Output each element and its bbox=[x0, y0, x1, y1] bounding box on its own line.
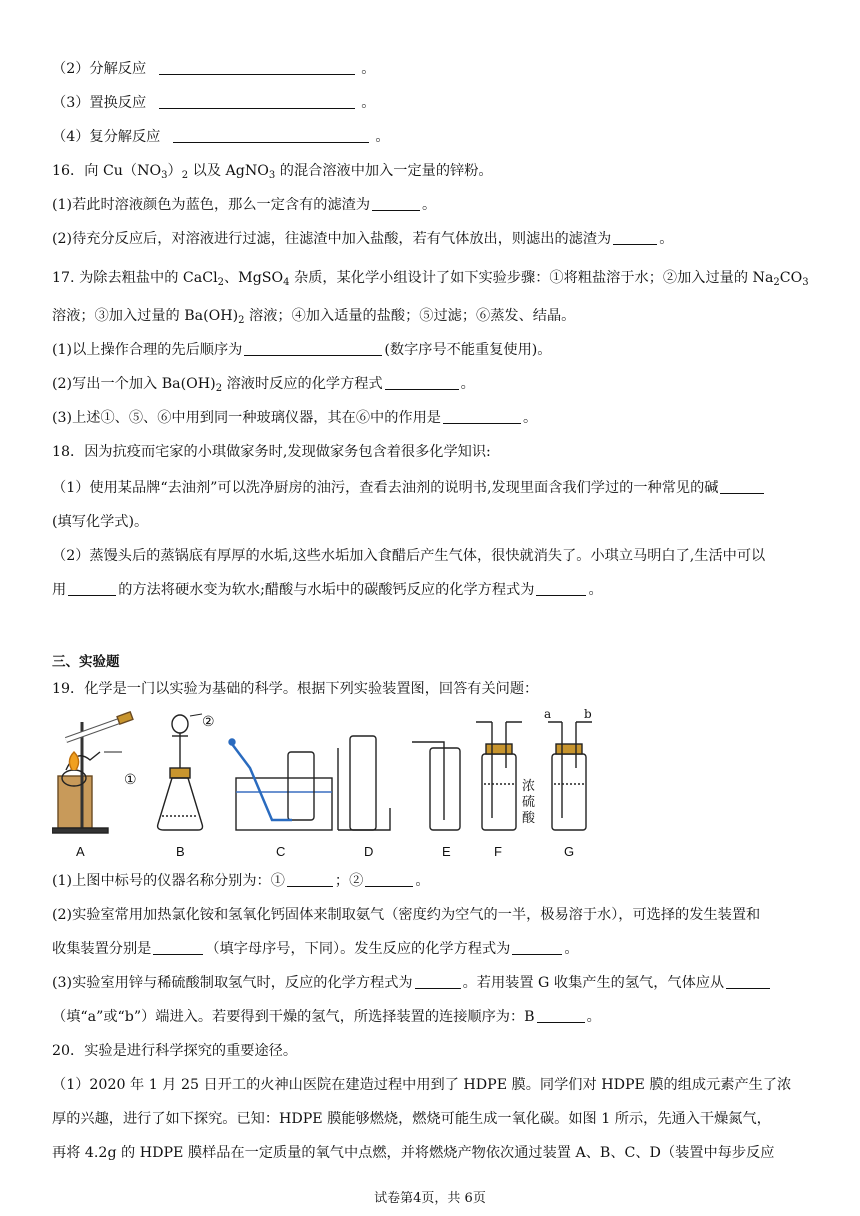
q19-part-2-text: (2)实验室常用加热氯化铵和氢氧化钙固体来制取氨气（密度约为空气的一半，极易溶于水），可选择的发生装置和 bbox=[52, 907, 761, 923]
q18-part-2 bbox=[52, 546, 820, 566]
q18-stem-text: 18．因为抗疫而宅家的小琪做家务时,发现做家务包含着很多化学知识: bbox=[52, 444, 491, 460]
q19-part-1 bbox=[52, 871, 820, 891]
apparatus-f bbox=[476, 722, 536, 859]
q16-part-2 bbox=[52, 229, 820, 249]
q18-part-2-text: 用 bbox=[52, 582, 67, 598]
q18-part-2-end: 。 bbox=[588, 582, 603, 598]
label-g: G bbox=[564, 844, 575, 859]
q18-stem bbox=[52, 442, 820, 462]
q17-stem-line-2 bbox=[52, 306, 820, 331]
q17-part-2-text: (2)写出一个加入 Ba(OH) bbox=[52, 376, 216, 392]
label-d: D bbox=[364, 844, 374, 859]
q17-stem-text: CO bbox=[779, 270, 803, 286]
answer-blank[interactable] bbox=[385, 375, 459, 390]
answer-blank[interactable] bbox=[720, 479, 764, 494]
subscript: 2 bbox=[181, 170, 189, 181]
apparatus-g bbox=[544, 708, 592, 859]
answer-blank[interactable] bbox=[159, 94, 355, 109]
section-heading: 三、实验题 bbox=[52, 654, 120, 670]
answer-blank[interactable] bbox=[153, 940, 203, 955]
q17-part-1-text: (1)以上操作合理的先后顺序为 bbox=[52, 342, 243, 358]
label-e: E bbox=[442, 844, 451, 859]
q20-part-1 bbox=[52, 1075, 820, 1095]
q17-part-1-end: (数字序号不能重复使用)。 bbox=[384, 342, 552, 358]
acid-label-1: 浓 bbox=[522, 779, 536, 794]
q20-part-1-line-2 bbox=[52, 1109, 820, 1129]
q18-part-1-text: （1）使用某品牌“去油剂”可以洗净厨房的油污，查看去油剂的说明书,发现里面含我们学过的一种常见的碱 bbox=[52, 480, 719, 496]
answer-blank[interactable] bbox=[159, 60, 355, 75]
answer-blank[interactable] bbox=[536, 581, 586, 596]
subscript: 4 bbox=[283, 277, 290, 288]
answer-blank[interactable] bbox=[287, 872, 333, 887]
answer-blank[interactable] bbox=[443, 409, 521, 424]
label-b: B bbox=[176, 844, 185, 859]
q19-part-1-end: 。 bbox=[415, 873, 430, 889]
q19-part-2-cont bbox=[52, 939, 820, 959]
q18-part-1-cont bbox=[52, 512, 820, 532]
q19-part-2-text: （填字母序号，下同）。发生反应的化学方程式为 bbox=[205, 941, 511, 957]
q17-stem-text: 溶液；③加入过量的 Ba(OH) bbox=[52, 308, 239, 324]
q16-stem-text: 16．向 Cu（NO bbox=[52, 163, 162, 179]
q17-stem-text: 杂质，某化学小组设计了如下实验步骤：①将粗盐溶于水；②加入过量的 Na bbox=[289, 270, 774, 286]
mark-1: ① bbox=[124, 772, 137, 788]
answer-blank[interactable] bbox=[613, 230, 657, 245]
q19-part-3-cont bbox=[52, 1007, 820, 1027]
q16-part-1 bbox=[52, 195, 820, 215]
apparatus-c bbox=[229, 739, 332, 859]
subscript: 2 bbox=[217, 277, 224, 288]
q20-part-1-text: 再将 4.2g 的 HDPE 膜样品在一定质量的氧气中点燃，并将燃烧产物依次通过装置 A、B、C、D（装置中每步反应 bbox=[52, 1145, 775, 1161]
q19-part-1-text: (1)上图中标号的仪器名称分别为：① bbox=[52, 873, 285, 889]
subscript: 2 bbox=[238, 315, 245, 326]
port-a-label: a bbox=[544, 708, 552, 721]
q17-stem-text: 溶液；④加入适量的盐酸；⑤过滤；⑥蒸发、结晶。 bbox=[244, 308, 576, 324]
q17-part-2-text: 溶液时反应的化学方程式 bbox=[222, 376, 383, 392]
q17-part-3 bbox=[52, 408, 820, 428]
answer-blank[interactable] bbox=[244, 341, 382, 356]
lab-apparatus-figure bbox=[52, 708, 612, 866]
answer-blank[interactable] bbox=[173, 128, 369, 143]
apparatus-e bbox=[412, 742, 460, 859]
q15-item-3 bbox=[52, 93, 820, 113]
q16-part-2-end: 。 bbox=[659, 231, 674, 247]
q16-stem-text: 以及 AgNO bbox=[188, 163, 269, 179]
q19-part-2-end: 。 bbox=[564, 941, 579, 957]
q17-part-3-end: 。 bbox=[522, 410, 538, 426]
q15-item-4-end: 。 bbox=[375, 129, 390, 145]
q17-part-1 bbox=[52, 340, 820, 360]
q20-part-1-line-3 bbox=[52, 1143, 820, 1163]
q17-part-2 bbox=[52, 374, 820, 399]
q15-item-4 bbox=[52, 127, 820, 147]
q17-part-3-text: (3)上述①、⑤、⑥中用到同一种玻璃仪器，其在⑥中的作用是 bbox=[52, 410, 441, 426]
q19-part-3-text: 。若用装置 G 收集产生的氢气，气体应从 bbox=[462, 975, 725, 991]
q19-part-3-text: (3)实验室用锌与稀硫酸制取氢气时，反应的化学方程式为 bbox=[52, 975, 413, 991]
label-c: C bbox=[276, 844, 286, 859]
q15-item-3-end: 。 bbox=[361, 95, 376, 111]
q20-stem-text: 20．实验是进行科学探究的重要途径。 bbox=[52, 1043, 298, 1059]
acid-label-2: 硫 bbox=[522, 795, 536, 810]
q15-item-3-label: （3）置换反应 bbox=[52, 95, 147, 111]
q18-part-2-cont bbox=[52, 580, 820, 600]
answer-blank[interactable] bbox=[415, 974, 461, 989]
q16-stem-text: ） bbox=[167, 163, 182, 179]
q16-stem bbox=[52, 161, 820, 186]
q19-part-1-text: ；② bbox=[334, 873, 364, 889]
q19-stem-text: 19．化学是一门以实验为基础的科学。根据下列实验装置图，回答有关问题： bbox=[52, 681, 539, 697]
mark-2: ② bbox=[202, 714, 215, 730]
q19-part-3-end: 。 bbox=[586, 1009, 601, 1025]
q19-stem bbox=[52, 679, 820, 699]
q19-part-2 bbox=[52, 905, 820, 925]
apparatus-b bbox=[158, 714, 203, 859]
q15-item-2 bbox=[52, 59, 820, 79]
q19-part-2-text: 收集装置分别是 bbox=[52, 941, 152, 957]
subscript: 3 bbox=[268, 170, 276, 181]
q19-part-3 bbox=[52, 973, 820, 993]
q16-part-1-text: (1)若此时溶液颜色为蓝色，那么一定含有的滤渣为 bbox=[52, 197, 371, 213]
subscript: 3 bbox=[802, 277, 809, 288]
q18-part-2-text: （2）蒸馒头后的蒸锅底有厚厚的水垢,这些水垢加入食醋后产生气体，很快就消失了。小琪立马明白了,生活中可以 bbox=[52, 548, 766, 564]
q16-stem-text: 的混合溶液中加入一定量的锌粉。 bbox=[275, 163, 493, 179]
q20-part-1-text: 厚的兴趣，进行了如下探究。已知：HDPE 膜能够燃烧，燃烧可能生成一氧化碳。如图 1 所示，先通入干燥氮气， bbox=[52, 1111, 771, 1127]
q16-part-1-end: 。 bbox=[422, 197, 437, 213]
port-b-label: b bbox=[584, 708, 592, 721]
answer-blank[interactable] bbox=[372, 196, 420, 211]
page-footer: 试卷第4页，共 6页 bbox=[374, 1191, 486, 1206]
q15-item-4-label: （4）复分解反应 bbox=[52, 129, 161, 145]
q19-part-3-text: （填“a”或“b”）端进入。若要得到干燥的氢气，所选择装置的连接顺序为：B bbox=[52, 1009, 535, 1025]
answer-blank[interactable] bbox=[537, 1008, 585, 1023]
q17-part-2-end: 。 bbox=[460, 376, 475, 392]
q17-stem-line-1 bbox=[52, 268, 820, 293]
acid-label-3: 酸 bbox=[522, 811, 536, 826]
q20-stem bbox=[52, 1041, 820, 1061]
label-f: F bbox=[494, 844, 502, 859]
q18-part-1-cont-text: (填写化学式)。 bbox=[52, 514, 149, 530]
label-a: A bbox=[76, 844, 85, 859]
apparatus-a bbox=[52, 712, 133, 859]
apparatus-d bbox=[338, 736, 390, 859]
answer-blank[interactable] bbox=[365, 872, 413, 887]
q18-part-1 bbox=[52, 478, 820, 498]
subscript: 2 bbox=[773, 277, 780, 288]
q16-part-2-text: (2)待充分反应后，对溶液进行过滤，往滤渣中加入盐酸，若有气体放出，则滤出的滤渣为 bbox=[52, 231, 612, 247]
subscript: 3 bbox=[161, 170, 168, 181]
q15-item-2-end: 。 bbox=[361, 61, 376, 77]
q17-stem-text: 17. 为除去粗盐中的 CaCl bbox=[52, 270, 218, 286]
q20-part-1-text: （1）2020 年 1 月 25 日开工的火神山医院在建造过程中用到了 HDPE 膜。同学们对 HDPE 膜的组成元素产生了浓 bbox=[52, 1077, 792, 1093]
q18-part-2-text: 的方法将硬水变为软水;醋酸与水垢中的碳酸钙反应的化学方程式为 bbox=[118, 582, 535, 598]
answer-blank[interactable] bbox=[726, 974, 770, 989]
q15-item-2-label: （2）分解反应 bbox=[52, 61, 147, 77]
q17-stem-text: 、MgSO bbox=[223, 270, 284, 286]
subscript: 2 bbox=[215, 383, 223, 394]
answer-blank[interactable] bbox=[68, 581, 116, 596]
answer-blank[interactable] bbox=[512, 940, 562, 955]
